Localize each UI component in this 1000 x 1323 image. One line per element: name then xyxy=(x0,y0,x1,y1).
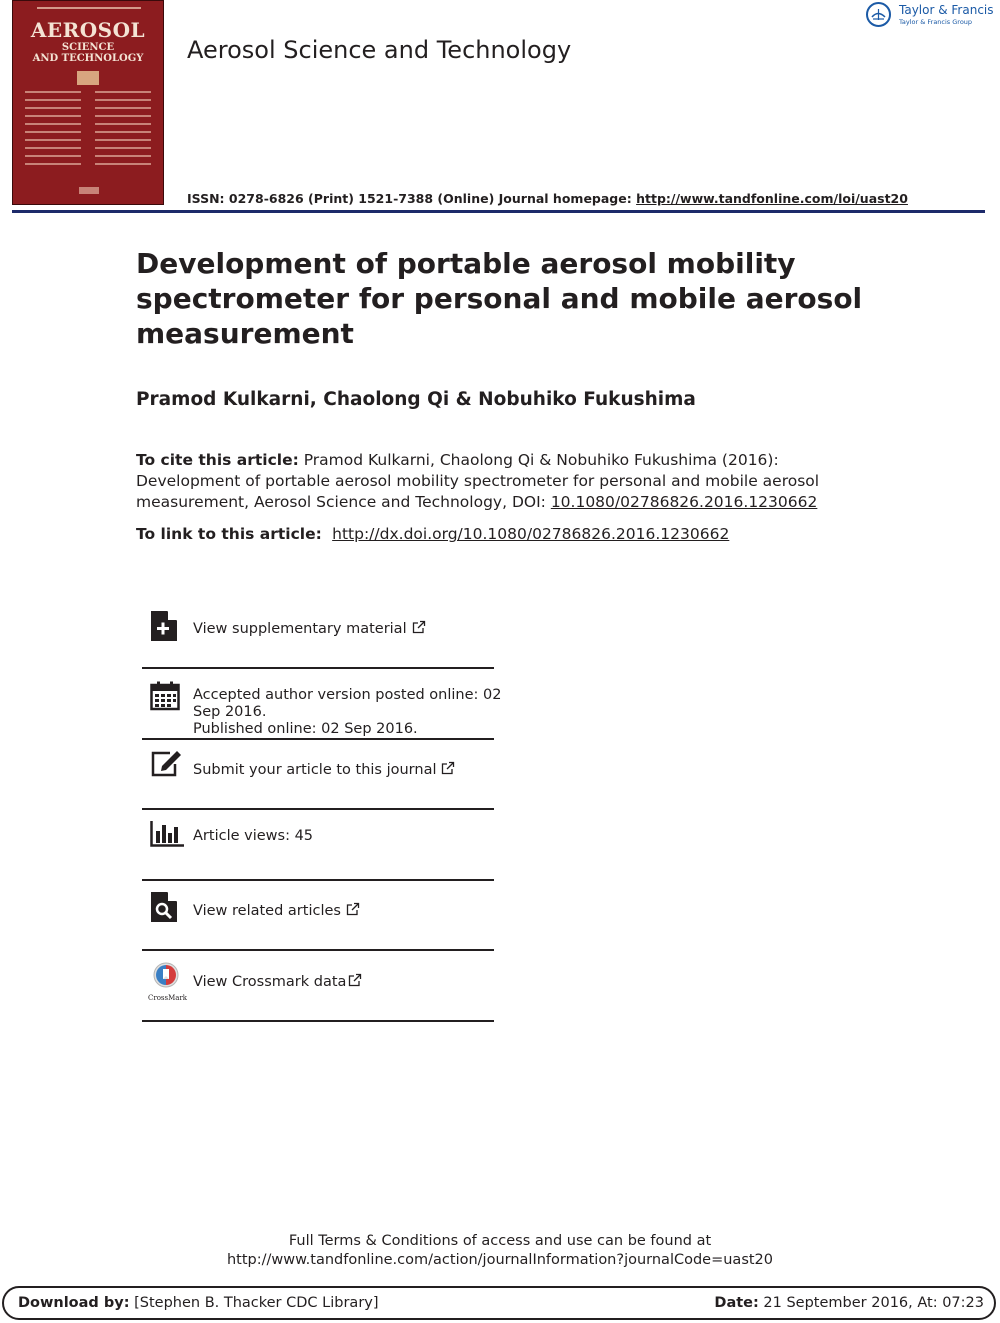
article-title: Development of portable aerosol mobility spectrometer for personal and mobile aerosol measurement xyxy=(136,247,863,350)
article-authors: Pramod Kulkarni, Chaolong Qi & Nobuhiko Fukushima xyxy=(136,389,696,410)
bar-chart-icon xyxy=(150,821,184,851)
cover-title: AEROSOL xyxy=(30,18,146,42)
publisher-logo[interactable] xyxy=(866,1,996,31)
download-by-value: [Stephen B. Thacker CDC Library] xyxy=(129,1295,379,1311)
crossmark-icon xyxy=(148,962,188,1002)
article-link-line xyxy=(136,525,729,543)
cover-contents-column xyxy=(95,91,151,171)
article-link[interactable]: http://dx.doi.org/10.1080/02786826.2016.1230662 xyxy=(332,525,730,543)
publisher-logo-icon xyxy=(866,2,891,27)
cover-decoration xyxy=(37,7,141,9)
citation-text: Pramod Kulkarni, Chaolong Qi & Nobuhiko Fukushima (2016): Development of portable aerosol mobility spectrometer for personal and mobile aerosol measurement, Aerosol Science and Technology, DOI: xyxy=(136,451,820,511)
crossmark-label: View Crossmark data xyxy=(193,974,347,990)
row-divider xyxy=(142,738,494,740)
submit-article-label: Submit your article to this journal xyxy=(193,762,437,778)
cover-contents-column xyxy=(25,91,81,171)
article-views-label: Article views: 45 xyxy=(193,828,314,844)
external-link-icon xyxy=(346,902,360,921)
article-views xyxy=(142,818,494,868)
document-search-icon xyxy=(150,891,178,927)
doi-link[interactable]: 10.1080/02786826.2016.1230662 xyxy=(550,493,818,511)
related-articles-label: View related articles xyxy=(193,903,341,919)
cover-subtitle: SCIENCE xyxy=(61,42,115,53)
cover-subtitle: AND TECHNOLOGY xyxy=(32,53,144,64)
article-link-label: To link to this article: xyxy=(136,525,328,543)
row-divider xyxy=(142,1020,494,1022)
accepted-date-line: Sep 2016. xyxy=(193,704,267,720)
edit-icon xyxy=(150,750,182,782)
calendar-icon xyxy=(150,681,180,715)
external-link-icon xyxy=(348,973,362,992)
external-link-icon xyxy=(412,620,426,639)
terms-line: Full Terms & Conditions of access and use can be found at xyxy=(288,1233,712,1249)
published-date: Published online: 02 Sep 2016. xyxy=(193,721,418,737)
file-plus-icon xyxy=(150,610,178,646)
row-divider xyxy=(142,949,494,951)
publisher-group: Taylor & Francis Group xyxy=(899,18,973,26)
row-divider xyxy=(142,667,494,669)
publication-dates xyxy=(142,680,502,738)
header-divider xyxy=(12,210,985,213)
cover-publisher-logo xyxy=(79,187,99,194)
download-date-label: Date: xyxy=(714,1295,759,1311)
journal-name: Aerosol Science and Technology xyxy=(187,36,572,64)
crossmark-logo-text: CrossMark xyxy=(148,994,188,1002)
view-crossmark-data-link[interactable] xyxy=(142,960,494,1012)
row-divider xyxy=(142,808,494,810)
issn-text: ISSN: 0278-6826 (Print) 1521-7388 (Online) Journal homepage: xyxy=(187,191,637,206)
publisher-name: Taylor & Francis xyxy=(899,3,994,17)
row-divider xyxy=(142,879,494,881)
journal-homepage-link[interactable]: http://www.tandfonline.com/loi/uast20 xyxy=(636,191,908,206)
issn-line xyxy=(187,191,908,206)
terms-url[interactable]: http://www.tandfonline.com/action/journalInformation?journalCode=uast20 xyxy=(226,1252,774,1268)
download-by-label: Download by: xyxy=(18,1295,130,1311)
terms-and-conditions xyxy=(0,1232,1000,1270)
journal-cover-image xyxy=(12,0,164,205)
supplementary-label: View supplementary material xyxy=(193,621,407,637)
download-by xyxy=(18,1295,379,1311)
view-related-articles-link[interactable] xyxy=(142,889,494,941)
cover-emblem xyxy=(77,71,99,85)
citation-label: To cite this article: xyxy=(136,451,299,469)
accepted-date-line: Accepted author version posted online: 02 xyxy=(193,687,502,703)
submit-article-link[interactable] xyxy=(142,748,494,800)
download-info-bar xyxy=(2,1286,996,1320)
citation-block xyxy=(136,450,876,513)
view-supplementary-material-link[interactable] xyxy=(142,608,494,658)
download-date-value: 21 September 2016, At: 07:23 xyxy=(758,1295,984,1311)
download-date xyxy=(714,1295,984,1311)
external-link-icon xyxy=(441,761,455,780)
